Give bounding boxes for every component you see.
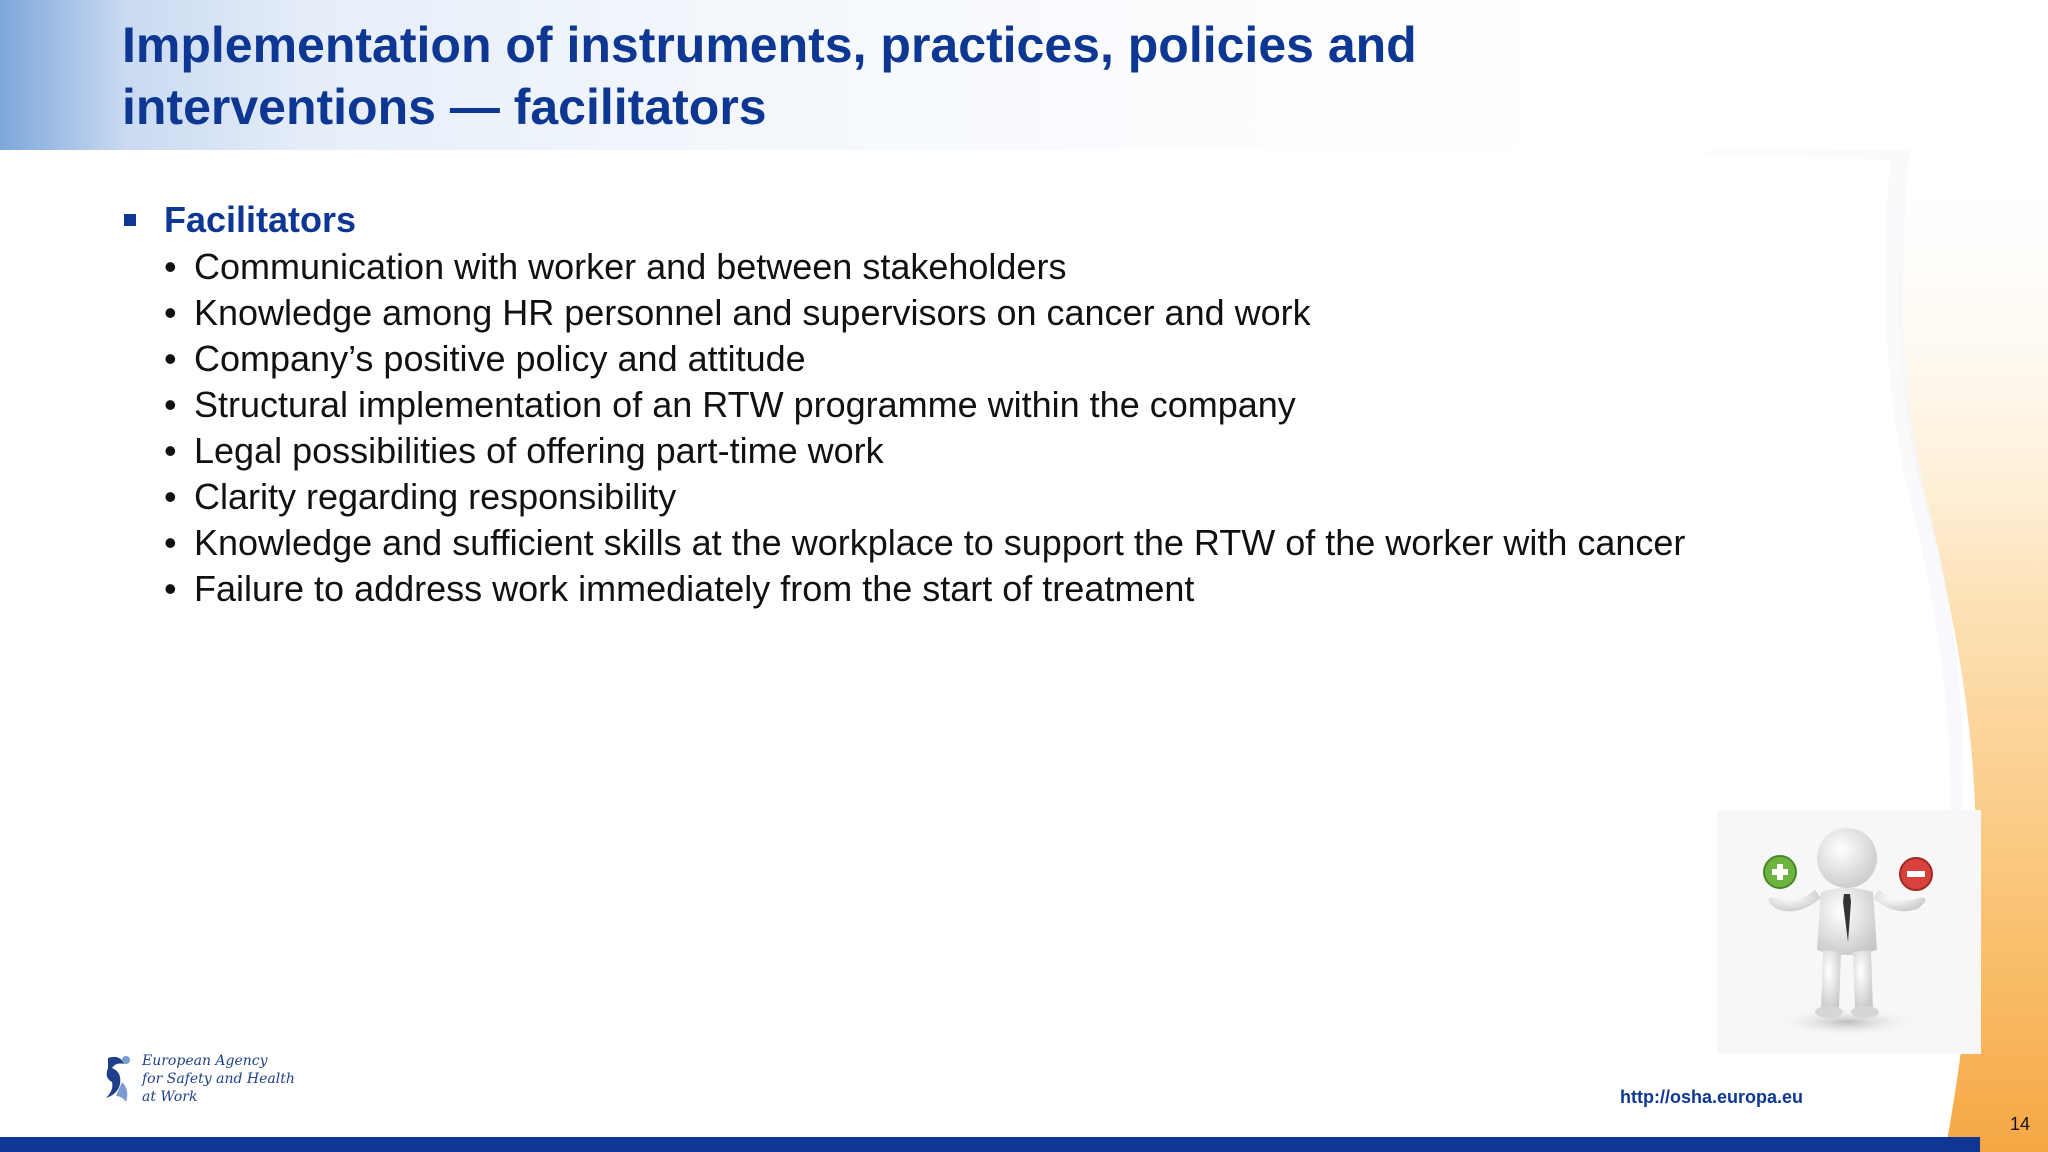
bullet-item: • Legal possibilities of offering part-time work — [122, 428, 1682, 474]
balance-figure-icon — [1717, 810, 1981, 1054]
page-number: 14 — [2010, 1114, 2031, 1134]
slide-title — [122, 14, 1522, 138]
logo-text-line: European Agency — [142, 1053, 268, 1069]
slide-title-line-2: interventions — facilitators — [122, 79, 767, 135]
plus-icon — [1764, 856, 1796, 888]
logo-text-line: at Work — [142, 1089, 198, 1105]
bullet-item: • Knowledge and sufficient skills at the workplace to support the RTW of the worker with cancer — [122, 520, 1794, 566]
osha-logo-icon — [98, 1052, 136, 1108]
slide-title-line-1: Implementation of instruments, practices, policies and — [122, 17, 1417, 73]
bullet-item: • Failure to address work immediately from the start of treatment — [122, 566, 1682, 612]
bullet-item: • Clarity regarding responsibility — [122, 474, 1682, 520]
logo-text-line: for Safety and Health — [142, 1071, 295, 1087]
section-label: Facilitators — [164, 199, 357, 240]
logo-text — [142, 1052, 322, 1106]
osha-logo — [98, 1050, 318, 1114]
bullet-item: • Knowledge among HR personnel and supervisors on cancer and work — [122, 290, 1682, 336]
square-bullet-icon — [124, 214, 136, 226]
bullet-item: • Structural implementation of an RTW programme within the company — [122, 382, 1682, 428]
minus-icon — [1900, 858, 1932, 890]
footer-url[interactable]: http://osha.europa.eu — [1620, 1087, 1804, 1107]
section-heading — [122, 196, 1682, 244]
slide-content — [122, 196, 1686, 612]
bullet-item: • Company’s positive policy and attitude — [122, 336, 1682, 382]
bullet-list — [122, 244, 1686, 612]
bullet-item: • Communication with worker and between stakeholders — [122, 244, 1682, 290]
footer-bar — [0, 1137, 1980, 1152]
